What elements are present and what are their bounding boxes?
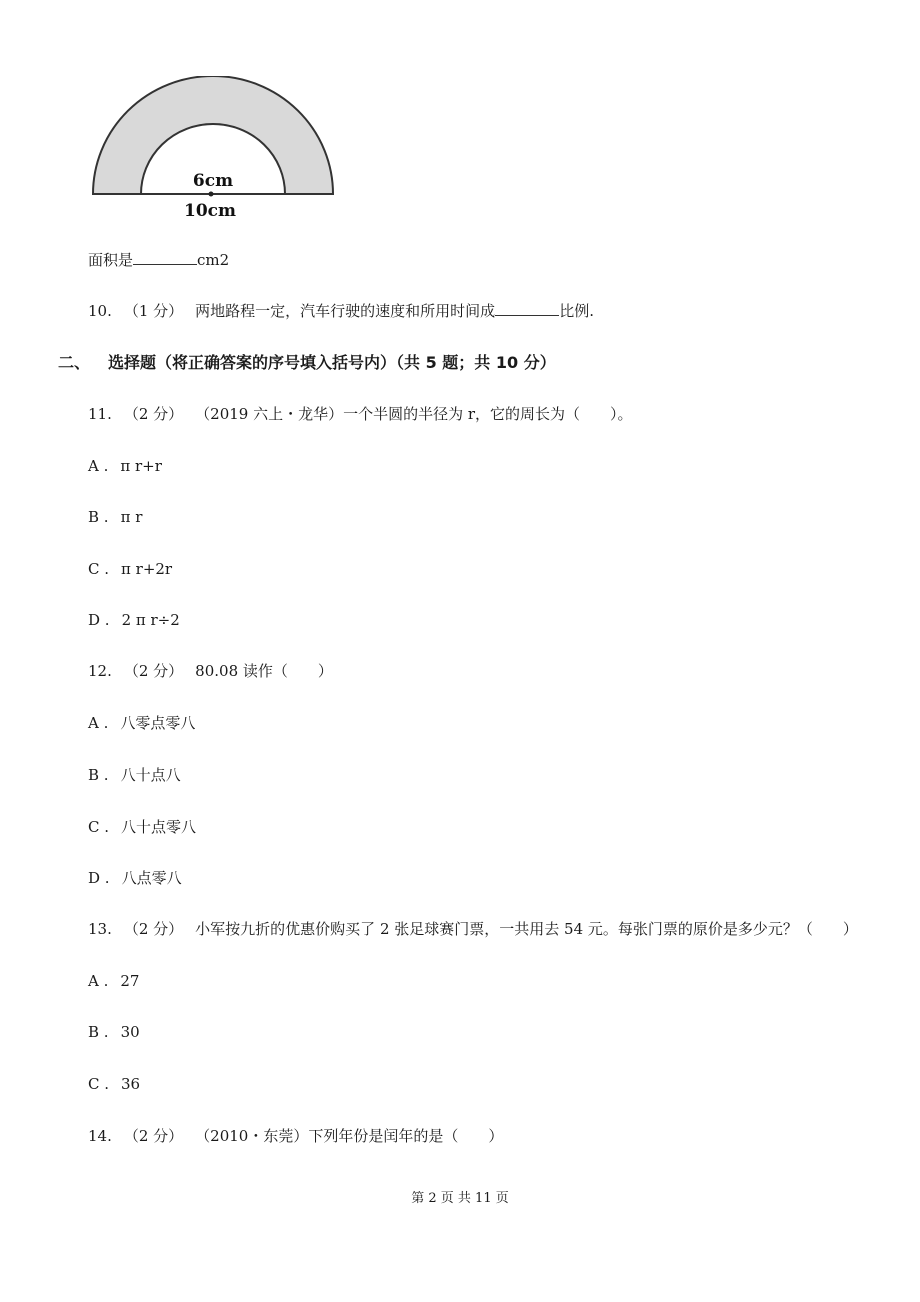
semicircle-ring-figure xyxy=(88,76,338,226)
q9-blank[interactable] xyxy=(133,250,197,265)
q10-text-after: 比例. xyxy=(559,302,594,320)
option-text: 八十点八 xyxy=(120,766,181,784)
option-text: π r xyxy=(120,508,143,526)
q11-option-d[interactable] xyxy=(88,610,180,630)
inner-diameter-label: 6cm xyxy=(192,171,234,191)
option-text: 27 xyxy=(120,972,140,990)
option-text: 八零点零八 xyxy=(120,714,196,732)
option-text: 30 xyxy=(120,1023,140,1041)
question-10 xyxy=(88,301,594,321)
option-letter: C . xyxy=(88,1075,110,1093)
question-13 xyxy=(88,919,858,939)
q12-number: 12. xyxy=(88,662,112,680)
q9-answer-line xyxy=(88,250,229,270)
section-heading xyxy=(58,352,556,374)
question-12 xyxy=(88,661,333,681)
q12-option-a[interactable] xyxy=(88,713,195,733)
q11-option-c[interactable] xyxy=(88,559,172,579)
q11-text: （2019 六上・龙华）一个半圆的半径为 r，它的周长为（ ）。 xyxy=(195,405,633,423)
q12-option-b[interactable] xyxy=(88,765,181,785)
center-dot xyxy=(209,192,214,197)
q13-score: （2 分） xyxy=(123,920,184,938)
q14-text: （2010・东莞）下列年份是闰年的是（ ） xyxy=(195,1127,504,1145)
outer-diameter-label: 10cm xyxy=(184,201,236,221)
q13-text: 小军按九折的优惠价购买了 2 张足球赛门票，一共用去 54 元。每张门票的原价是多少元？（ ） xyxy=(195,920,858,938)
q10-number: 10. xyxy=(88,302,112,320)
option-text: 八点零八 xyxy=(121,869,182,887)
q11-option-a[interactable] xyxy=(88,456,162,476)
q14-number: 14. xyxy=(88,1127,112,1145)
q11-score: （2 分） xyxy=(123,405,184,423)
q10-text-before: 两地路程一定，汽车行驶的速度和所用时间成 xyxy=(195,302,496,320)
q9-prefix: 面积是 xyxy=(88,251,134,269)
option-letter: A . xyxy=(88,714,109,732)
q13-option-b[interactable] xyxy=(88,1022,140,1042)
option-text: 八十点零八 xyxy=(121,818,197,836)
q13-option-a[interactable] xyxy=(88,971,139,991)
q9-suffix: cm2 xyxy=(197,251,230,269)
q12-text: 80.08 读作（ ） xyxy=(195,662,333,680)
option-letter: C . xyxy=(88,818,110,836)
q14-score: （2 分） xyxy=(123,1127,184,1145)
q10-blank[interactable] xyxy=(495,301,559,316)
q13-number: 13. xyxy=(88,920,112,938)
option-letter: A . xyxy=(88,972,109,990)
q13-option-c[interactable] xyxy=(88,1074,140,1094)
section-index: 二、 xyxy=(58,353,91,372)
option-letter: D . xyxy=(88,869,110,887)
option-text: π r+2r xyxy=(121,560,173,578)
question-11 xyxy=(88,404,633,424)
option-text: π r+r xyxy=(120,457,162,475)
question-14 xyxy=(88,1126,503,1146)
page-footer: 第 2 页 共 11 页 xyxy=(411,1191,509,1206)
option-letter: C . xyxy=(88,560,110,578)
option-letter: B . xyxy=(88,766,109,784)
option-letter: A . xyxy=(88,457,109,475)
q12-score: （2 分） xyxy=(123,662,184,680)
option-letter: D . xyxy=(88,611,110,629)
option-letter: B . xyxy=(88,508,109,526)
option-text: 2 π r÷2 xyxy=(121,611,180,629)
q11-option-b[interactable] xyxy=(88,507,142,527)
option-text: 36 xyxy=(121,1075,141,1093)
section-title: 选择题（将正确答案的序号填入括号内）（共 5 题；共 10 分） xyxy=(108,353,556,372)
q10-score: （1 分） xyxy=(123,302,184,320)
q12-option-d[interactable] xyxy=(88,868,182,888)
q11-number: 11. xyxy=(88,405,112,423)
option-letter: B . xyxy=(88,1023,109,1041)
q12-option-c[interactable] xyxy=(88,817,196,837)
